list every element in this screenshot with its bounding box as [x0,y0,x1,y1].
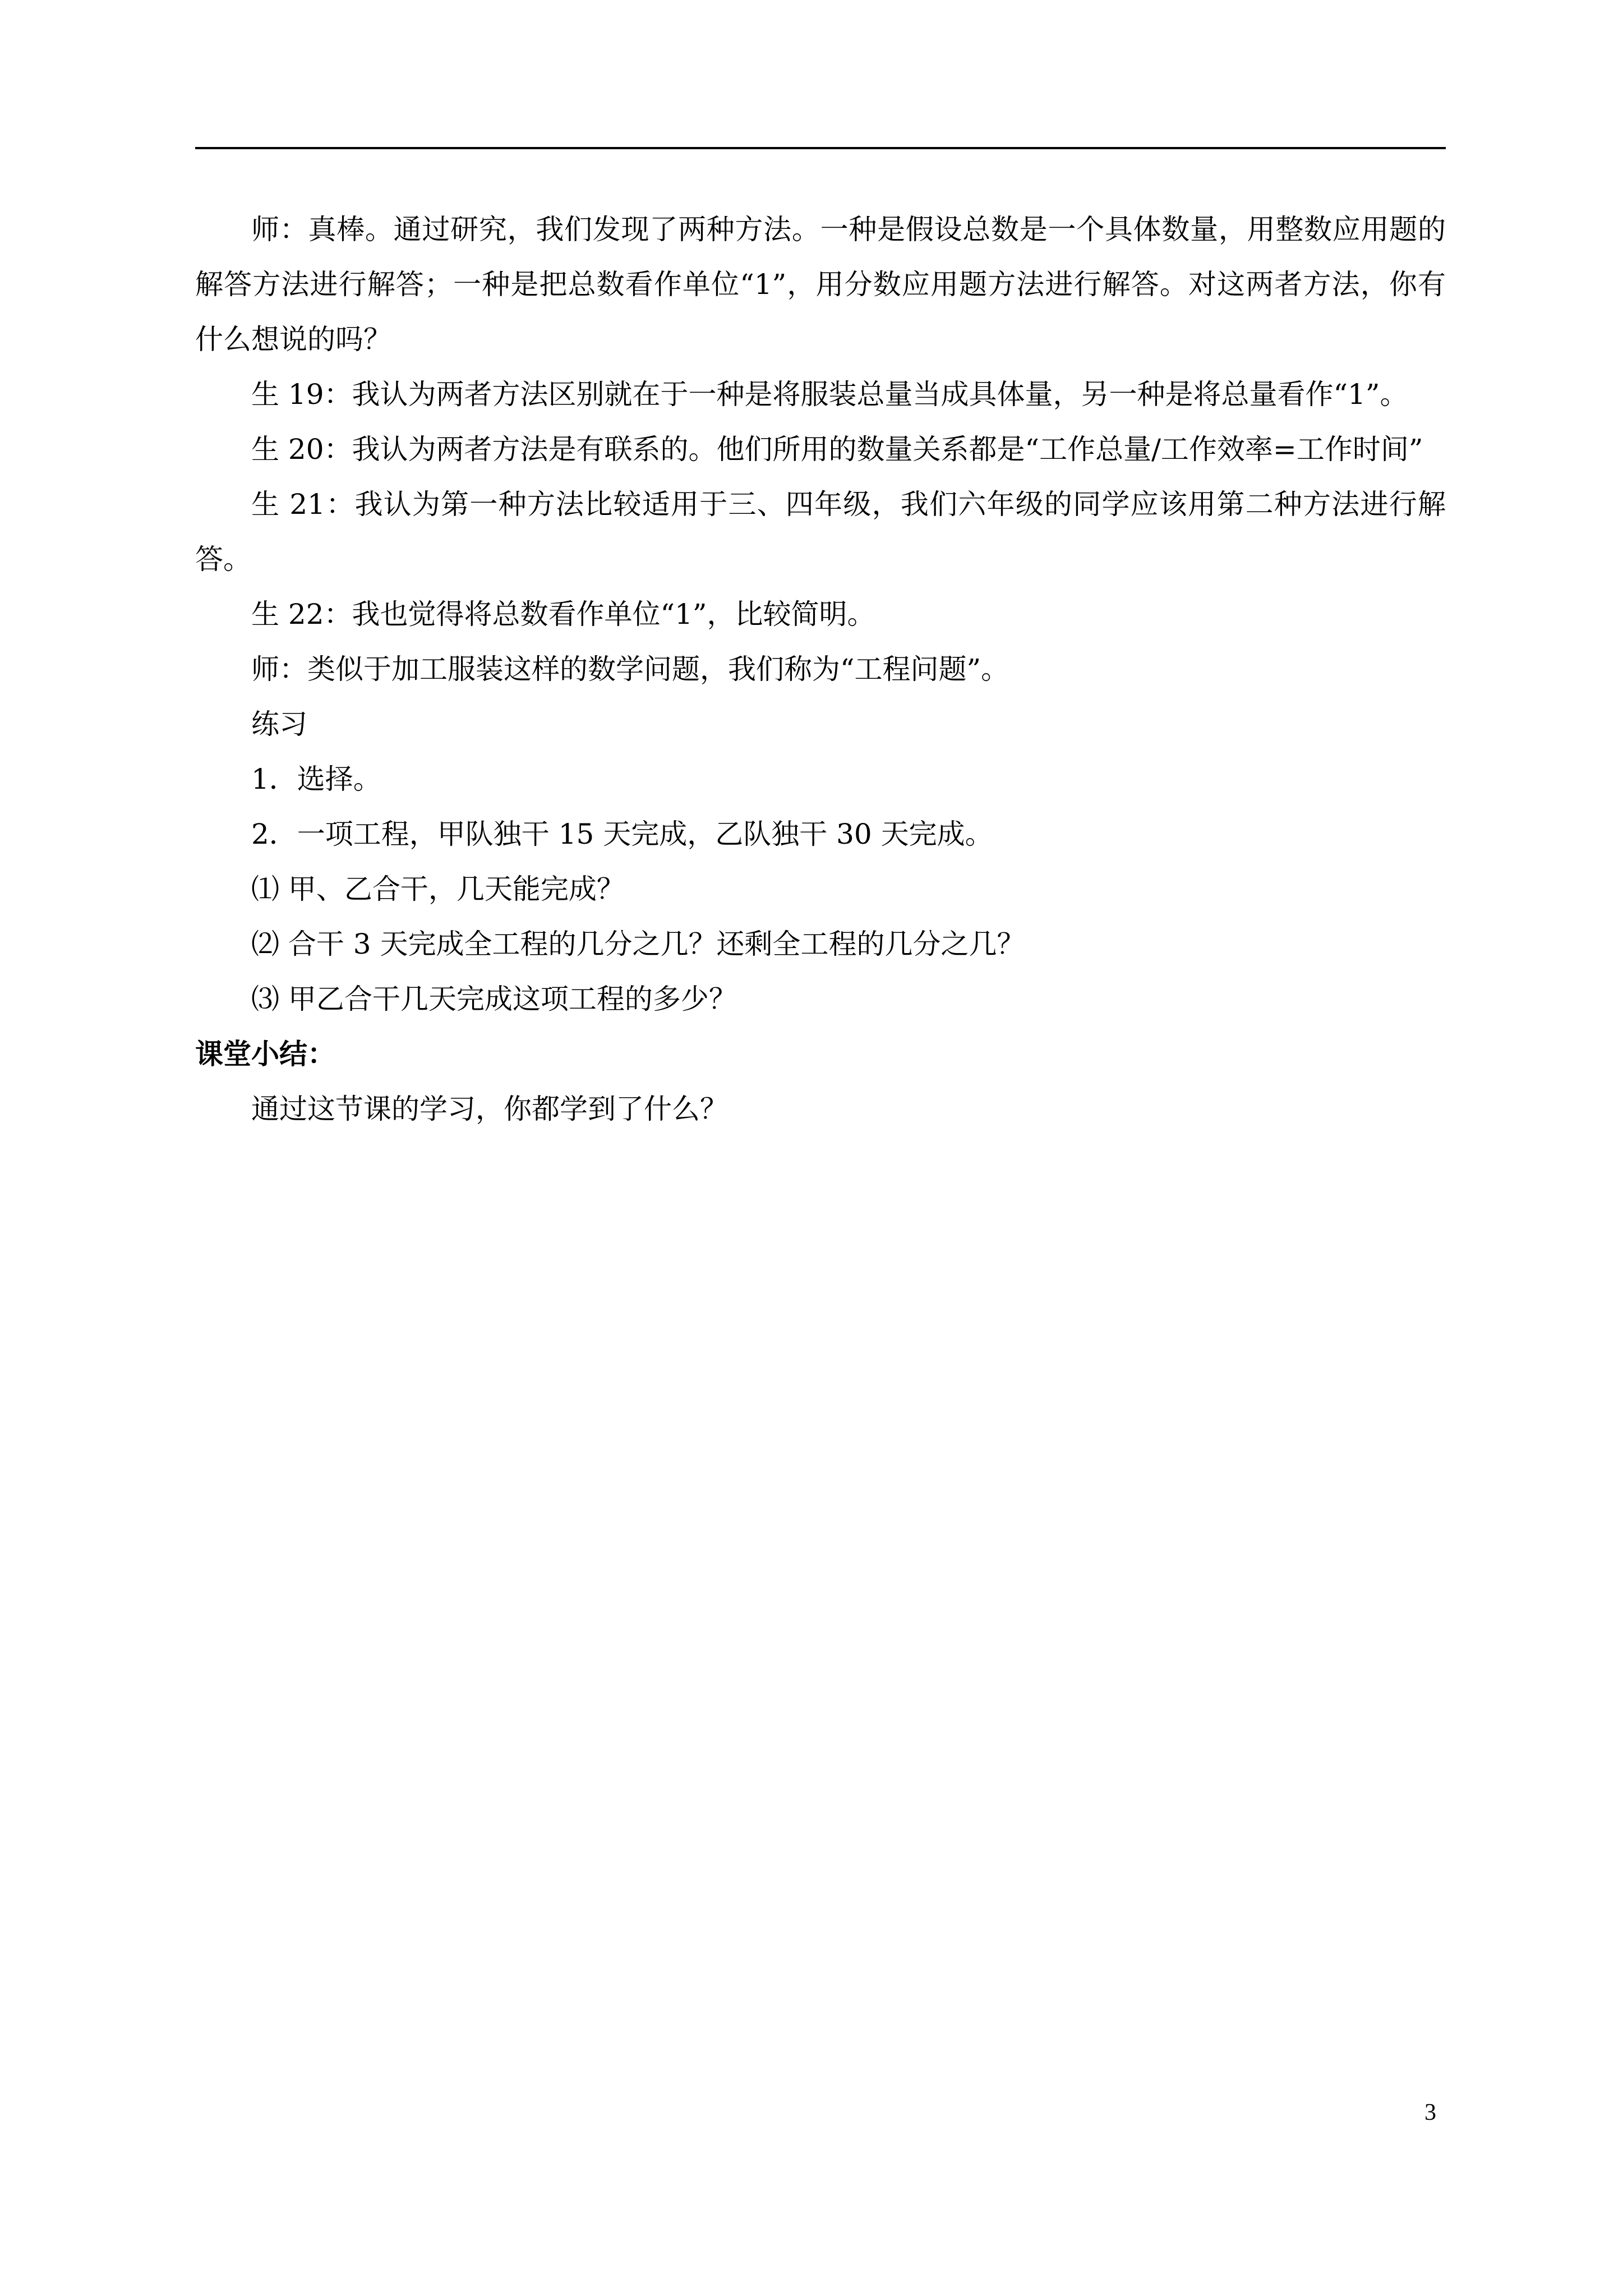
paragraph-student-19: 生 19：我认为两者方法区别就在于一种是将服装总量当成具体量，另一种是将总量看作“1”。 [251,378,1408,411]
paragraph-teacher-two-methods: 师：真棒。通过研究，我们发现了两种方法。一种是假设总数是一个具体数量，用整数应用题的解答方法进行解答；一种是把总数看作单位“1”，用分数应用题方法进行解答。对这两者方法，你有什么想说的吗？ [195,213,1446,356]
paragraph-student-22: 生 22：我也觉得将总数看作单位“1”，比较简明。 [251,598,875,631]
summary-heading: 课堂小结： [195,1038,335,1070]
exercise-label: 练习 [251,708,307,740]
exercise-item-2: 2．一项工程，甲队独干 15 天完成，乙队独干 30 天完成。 [251,818,993,850]
paragraph-student-20: 生 20：我认为两者方法是有联系的。他们所用的数量关系都是“工作总量/工作效率=工作时间” [251,433,1423,466]
summary-text: 通过这节课的学习，你都学到了什么？ [251,1093,728,1125]
exercise-item-1: 1．选择。 [251,763,381,795]
paragraph-student-21: 生 21：我认为第一种方法比较适用于三、四年级，我们六年级的同学应该用第二种方法进行解答。 [195,488,1446,576]
exercise-subitem-1: ⑴ 甲、乙合干，几天能完成？ [251,873,625,905]
document-body [195,202,1446,1137]
paragraph-teacher-engineering-problem: 师：类似于加工服装这样的数学问题，我们称为“工程问题”。 [251,653,1009,685]
page-number: 3 [1424,2100,1436,2125]
exercise-subitem-3: ⑶ 甲乙合干几天完成这项工程的多少？ [251,983,737,1015]
exercise-subitem-2: ⑵ 合干 3 天完成全工程的几分之几？还剩全工程的几分之几？ [251,928,1025,960]
header-rule [195,147,1446,149]
